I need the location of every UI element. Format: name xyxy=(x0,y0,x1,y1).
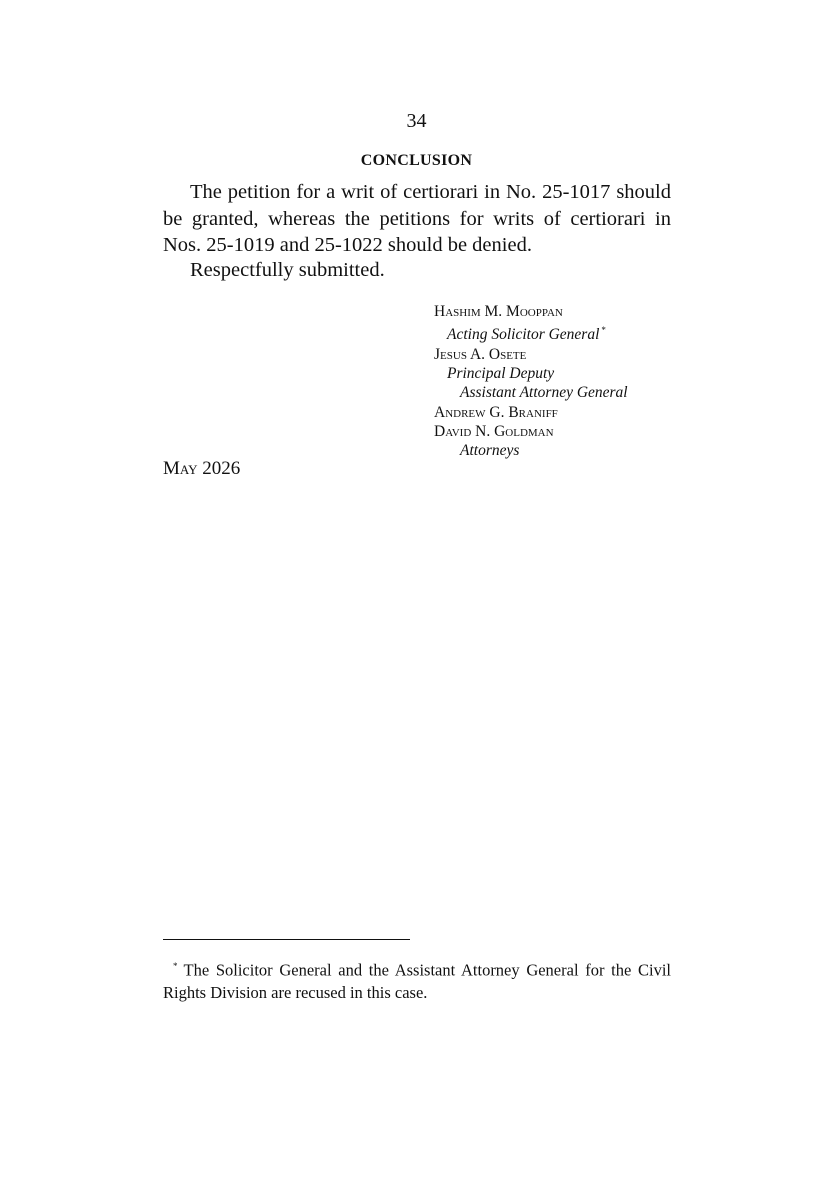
signatory-title: Principal Deputy xyxy=(447,365,555,383)
signatory-name: Hashim M. Mooppan xyxy=(434,303,563,320)
footnote-mark: * xyxy=(173,961,178,971)
page-number: 34 xyxy=(406,110,427,132)
footnote-text: The Solicitor General and the Assistant Attorney General for the Civil Rights Division are recused in this case. xyxy=(163,960,671,1002)
signatory-name: Jesus A. Osete xyxy=(434,345,527,363)
filing-date: May 2026 xyxy=(163,458,241,479)
signatory-title: Acting Solicitor General * xyxy=(447,325,606,344)
signatory-title: Assistant Attorney General xyxy=(460,384,628,402)
signature-block xyxy=(434,302,628,461)
section-heading: CONCLUSION xyxy=(360,152,473,169)
conclusion-paragraph: The petition for a writ of certiorari in No. 25-1017 should be granted, whereas the petitions for writs of certiorari in Nos. 25-1019 and 25-1022 should be denied. xyxy=(163,181,671,256)
footnote-reference-mark: * xyxy=(601,325,606,336)
signatory-name: Andrew G. Braniff xyxy=(434,403,558,421)
signatory-title: Attorneys xyxy=(460,442,520,460)
footnote-divider xyxy=(163,939,410,940)
footnote xyxy=(163,955,671,1004)
signatory-name: David N. Goldman xyxy=(434,422,554,440)
closing-line: Respectfully submitted. xyxy=(190,259,385,281)
